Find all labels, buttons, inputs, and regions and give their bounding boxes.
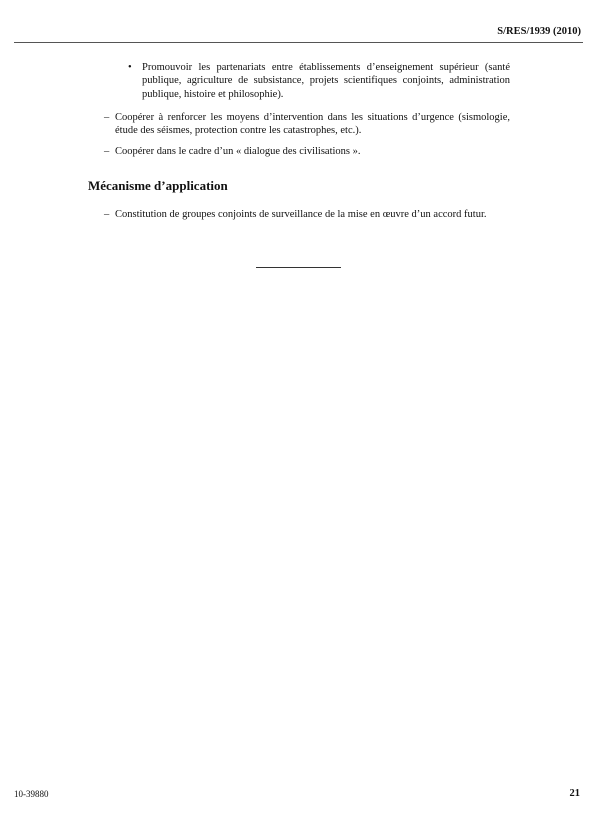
bullet-list-item bbox=[128, 61, 510, 101]
dash-marker: – bbox=[104, 209, 110, 220]
page-header bbox=[14, 26, 583, 43]
document-symbol: S/RES/1939 (2010) bbox=[497, 26, 581, 37]
dash-item-text: Constitution de groupes conjoints de surveillance de la mise en œuvre d’un accord futur. bbox=[115, 209, 487, 220]
dash-list-item-monitoring bbox=[104, 208, 510, 221]
end-of-text-rule bbox=[256, 267, 341, 268]
dash-list-item-emergency bbox=[104, 111, 510, 138]
section-heading: Mécanisme d’application bbox=[88, 178, 228, 193]
bullet-marker: • bbox=[128, 62, 132, 73]
document-number: 10-39880 bbox=[14, 789, 49, 799]
dash-list-item-dialogue bbox=[104, 145, 510, 158]
dash-marker: – bbox=[104, 146, 110, 157]
dash-item-text: Coopérer dans le cadre d’un « dialogue des civilisations ». bbox=[115, 146, 361, 157]
dash-item-text: Coopérer à renforcer les moyens d’intervention dans les situations d’urgence (sismologie, étude des séismes, protection contre les catastrophes, etc.). bbox=[115, 112, 510, 137]
bullet-item-text: Promouvoir les partenariats entre établissements d’enseignement supérieur (santé publique, agriculture de subsistance, projets scientifiques conjoints, administration publique, histoire et philosophie). bbox=[142, 62, 510, 100]
page-number: 21 bbox=[569, 788, 580, 799]
dash-marker: – bbox=[104, 112, 110, 123]
